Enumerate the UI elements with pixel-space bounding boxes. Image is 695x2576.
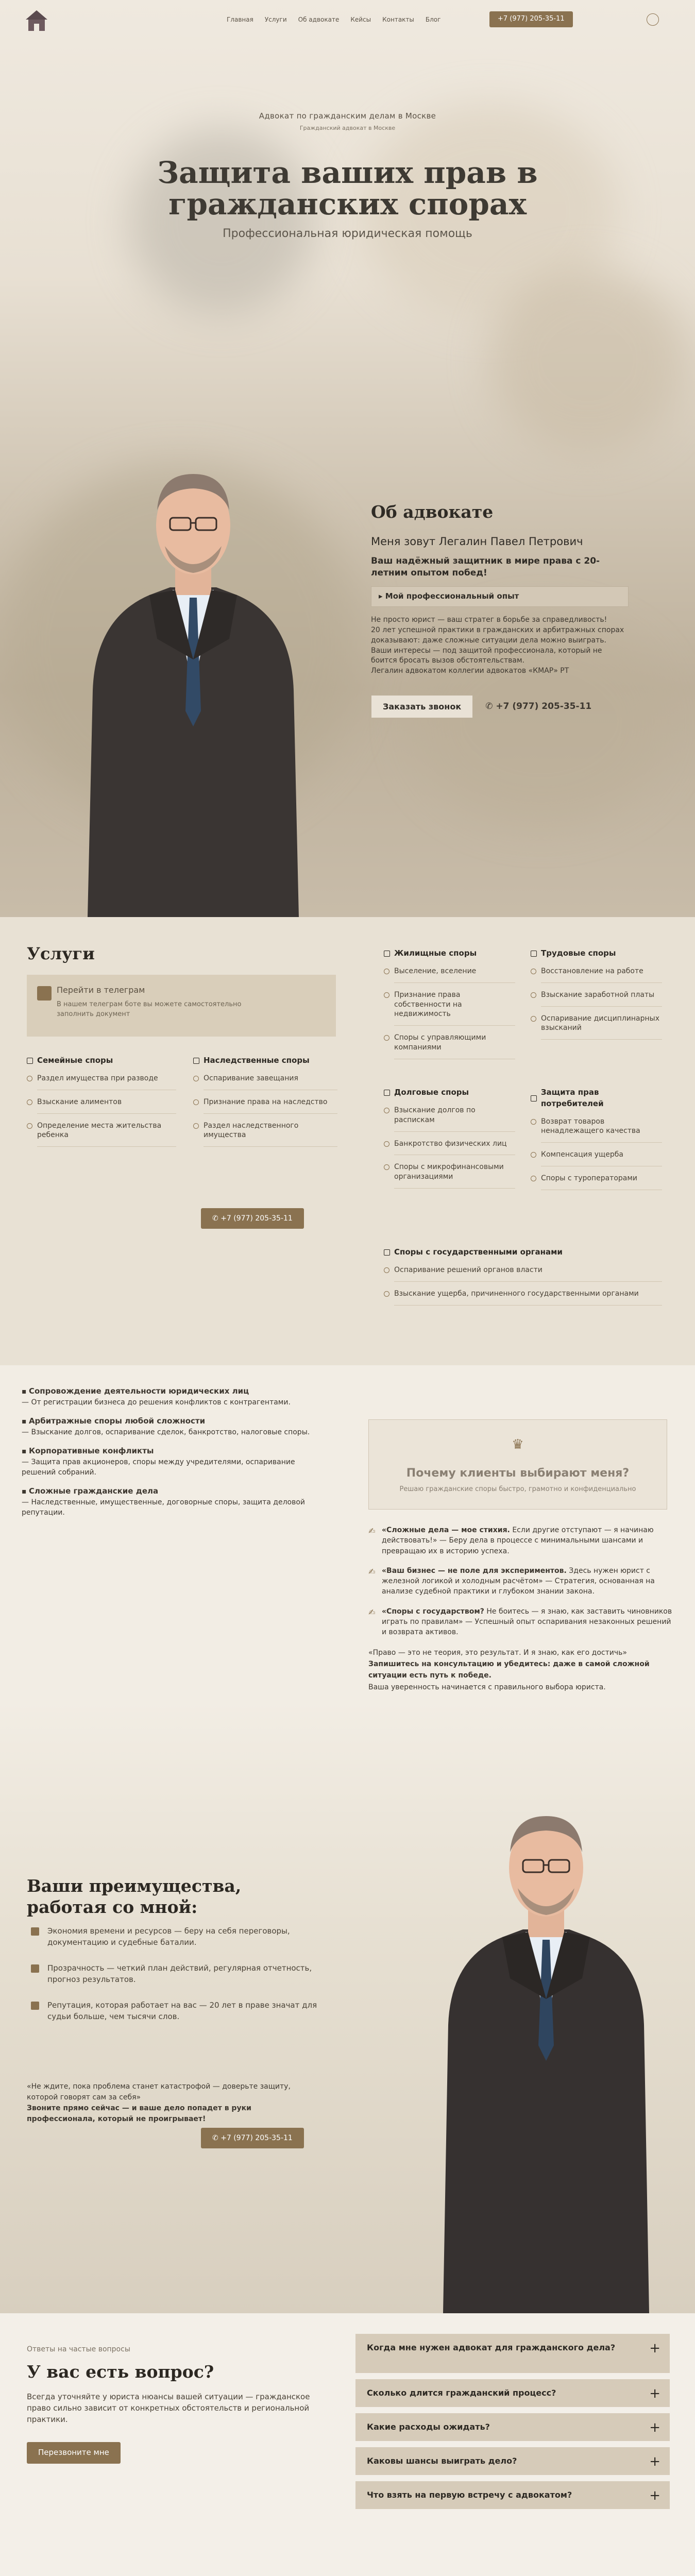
faq-question-text: Какие расходы ожидать? (367, 2422, 490, 2432)
plus-icon: + (649, 2420, 660, 2435)
service-item: Споры с микрофинансовыми организациями (384, 1162, 515, 1189)
reason-item (368, 1566, 672, 1597)
faq-question-text: Сколько длится гражданский процесс? (367, 2388, 556, 2398)
service-item: Оспаривание завещания (193, 1074, 337, 1090)
practice-item-text: — Защита прав акционеров, споры между учредителями, оспаривание решений собраний. (22, 1458, 295, 1477)
telegram-doc-icon (37, 986, 52, 1001)
closing-line: Ваша уверенность начинается с правильного выбора юриста. (368, 1683, 606, 1691)
lawyer-portrait-standing (433, 1767, 659, 2313)
checkbox-icon (193, 1058, 199, 1064)
experience-toggle[interactable]: ▸ Мой профессиональный опыт (371, 586, 629, 607)
service-item: Споры с туроператорами (531, 1174, 662, 1190)
service-item: Оспаривание дисциплинарных взысканий (531, 1014, 662, 1040)
advantages-phone-button[interactable]: ✆ +7 (977) 205-35-11 (201, 2128, 304, 2148)
reason-title: «Сложные дела — мое стихия. (382, 1526, 510, 1534)
service-item: Раздел имущества при разводе (27, 1074, 176, 1090)
advantages-quote (27, 2081, 305, 2125)
service-col-title: Защита прав потребителей (540, 1088, 604, 1108)
telegram-icon[interactable] (647, 13, 659, 26)
crown-icon: ♛ (512, 1437, 524, 1452)
service-col-title: Трудовые споры (541, 948, 616, 958)
nav-item-services[interactable]: Услуги (264, 16, 287, 23)
service-col-consumer (531, 1087, 662, 1197)
advantage-item: Прозрачность — четкий план действий, регулярная отчетность, прогноз результатов. (31, 1963, 319, 1986)
reason-text: Если другие отступают — я начинаю действовать!» — Беру дела в процессе с минимальными шансами и превращаю их в историю успеха. (382, 1526, 654, 1555)
practice-item-text: — Наследственные, имущественные, договорные споры, защита деловой репутации. (22, 1498, 306, 1517)
hero-kicker-secondary: Гражданский адвокат в Москве (299, 124, 396, 131)
services-section (0, 917, 695, 1365)
about-lead: Ваш надёжный защитник в мире права с 20-летним опытом побед! (371, 556, 600, 579)
reason-title: «Споры с государством? (382, 1607, 484, 1616)
nav-item-cases[interactable]: Кейсы (350, 16, 371, 23)
nav-item-about[interactable]: Об адвокате (298, 16, 340, 23)
advantage-item: Репутация, которая работает на вас — 20 лет в праве значат для судьи больше, чем тысячи слов. (31, 2000, 319, 2023)
telegram-card[interactable] (27, 975, 336, 1037)
practice-item: ▪ Сложные гражданские дела — Наследственные, имущественные, договорные споры, защита деловой репутации. (22, 1486, 306, 1517)
practice-item-title: Сложные гражданские дела (28, 1486, 159, 1496)
plus-icon: + (649, 2386, 660, 2401)
about-phone[interactable]: ✆ +7 (977) 205-35-11 (485, 701, 592, 712)
services-phone-label: +7 (977) 205-35-11 (221, 1214, 293, 1223)
service-item: Оспаривание решений органов власти (384, 1265, 662, 1282)
practice-item-title: Корпоративные конфликты (28, 1446, 154, 1456)
practice-item-text: — От регистрации бизнеса до решения конфликтов с контрагентами. (22, 1398, 291, 1406)
lawyer-portrait (72, 422, 314, 917)
service-item: Компенсация ущерба (531, 1150, 662, 1166)
service-item: Восстановление на работе (531, 967, 662, 983)
order-call-button[interactable]: Заказать звонок (371, 695, 473, 718)
service-item: Выселение, вселение (384, 967, 515, 983)
service-item: Взыскание алиментов (27, 1097, 176, 1114)
about-title: Об адвокате (371, 502, 494, 522)
reason-item (368, 1525, 672, 1556)
checkbox-icon (531, 951, 537, 957)
service-col-family (27, 1055, 176, 1154)
experience-label: Мой профессиональный опыт (385, 591, 519, 601)
nav-item-blog[interactable]: Блог (425, 16, 441, 23)
closing-cta: Запишитесь на консультацию и убедитесь: даже в самой сложной ситуации есть путь к победе. (368, 1660, 650, 1680)
practice-item-text: — Взыскание долгов, оспаривание сделок, банкротство, налоговые споры. (22, 1428, 310, 1436)
faq-question-2[interactable] (355, 2379, 670, 2407)
advantages-quote-cta: Звоните прямо сейчас — и ваше дело попадет в руки профессионала, который не проигрывает! (27, 2104, 251, 2123)
closing-quote: «Право — это не теория, это результат. И я знаю, как его достичь» (368, 1648, 627, 1657)
service-col-labor (531, 948, 662, 1047)
hero-kicker: Адвокат по гражданским делам в Москве (259, 111, 436, 121)
plus-icon: + (649, 2488, 660, 2503)
nav-menu (227, 15, 440, 24)
practice-item-title: Сопровождение деятельности юридических лиц (28, 1386, 249, 1396)
checkbox-icon (531, 1095, 537, 1101)
service-col-government (384, 1247, 662, 1313)
why-choose-title: Почему клиенты выбирают меня? (406, 1466, 630, 1480)
faq-title: У вас есть вопрос? (27, 2362, 214, 2382)
hero-section (0, 0, 695, 917)
why-choose-card (368, 1419, 667, 1510)
service-item: Банкротство физических лиц (384, 1139, 515, 1156)
reason-title: «Ваш бизнес — не поле для экспериментов. (382, 1566, 567, 1575)
service-col-inheritance (193, 1055, 337, 1154)
checkbox-icon (384, 1249, 390, 1256)
services-title: Услуги (27, 944, 95, 963)
about-section (371, 500, 629, 718)
service-col-title: Жилищные споры (394, 948, 477, 958)
service-item: Раздел наследственного имущества (193, 1121, 337, 1147)
faq-question-5[interactable] (355, 2481, 670, 2509)
service-col-title: Долговые споры (394, 1088, 469, 1097)
faq-question-1[interactable] (355, 2334, 670, 2373)
practice-list (22, 1386, 331, 1527)
reason-item (368, 1606, 672, 1638)
service-col-title: Наследственные споры (204, 1056, 310, 1065)
callback-button[interactable]: Перезвоните мне (27, 2442, 121, 2464)
service-item: Взыскание ущерба, причиненного государственными органами (384, 1289, 662, 1306)
reason-text: Здесь нужен юрист с железной логикой и холодным расчётом» — Стратегия, основанная на анализе судебной практики и глубоком знании закона. (382, 1566, 655, 1596)
service-item: Возврат товаров ненадлежащего качества (531, 1117, 662, 1143)
services-phone-button[interactable]: ✆ +7 (977) 205-35-11 (201, 1208, 304, 1229)
info-section (0, 1365, 695, 1700)
faq-question-text: Когда мне нужен адвокат для гражданского дела? (367, 2343, 616, 2352)
advantage-item: Экономия времени и ресурсов — беру на себя переговоры, документацию и судебные баталии. (31, 1926, 319, 1948)
service-col-title: Споры с государственными органами (394, 1247, 563, 1257)
practice-item: ▪ Корпоративные конфликты — Защита прав акционеров, споры между учредителями, оспаривание решений собраний. (22, 1446, 295, 1477)
logo-house-icon[interactable] (24, 8, 49, 34)
faq-description: Всегда уточняйте у юриста нюансы вашей ситуации — гражданское право сильно зависит от конкретных обстоятельств и региональной практики. (27, 2392, 310, 2424)
faq-question-text: Каковы шансы выиграть дело? (367, 2456, 517, 2466)
service-item: Признание права на наследство (193, 1097, 337, 1114)
faq-section (0, 2313, 695, 2576)
faq-question-text: Что взять на первую встречу с адвокатом? (367, 2490, 572, 2500)
hero-title-line1: Защита ваших прав в (157, 155, 538, 190)
plus-icon: + (649, 2454, 660, 2469)
about-name: Меня зовут Легалин Павел Петрович (371, 535, 583, 548)
service-item: Признание права собственности на недвижимость (384, 990, 515, 1026)
reasons-list (368, 1525, 672, 1693)
advantages-section (0, 1700, 695, 2313)
telegram-card-title: Перейти в телеграм (57, 985, 145, 995)
service-item: Взыскание долгов по распискам (384, 1106, 515, 1132)
advantages-title: Ваши преимущества, работая со мной: (27, 1876, 242, 1918)
nav-phone-button[interactable]: +7 (977) 205-35-11 (489, 11, 573, 27)
practice-item: ▪ Сопровождение деятельности юридических лиц — От регистрации бизнеса до решения конфликтов с контрагентами. (22, 1386, 291, 1406)
why-choose-text: Решаю гражданские споры быстро, грамотно и конфиденциально (399, 1485, 636, 1493)
service-col-title: Семейные споры (37, 1056, 113, 1065)
service-col-debt (384, 1087, 515, 1196)
advantages-phone-label: +7 (977) 205-35-11 (221, 2134, 293, 2142)
service-item: Взыскание заработной платы (531, 990, 662, 1007)
service-item: Споры с управляющими компаниями (384, 1033, 515, 1059)
telegram-card-text: В нашем телеграм боте вы можете самостоятельно заполнить документ (57, 1001, 242, 1019)
nav-item-contacts[interactable]: Контакты (382, 16, 414, 23)
hero-title-line2: гражданских спорах (168, 186, 527, 222)
practice-item: ▪ Арбитражные споры любой сложности — Взыскание долгов, оспаривание сделок, банкротство, налоговые споры. (22, 1416, 310, 1436)
service-item: Определение места жительства ребенка (27, 1121, 176, 1147)
service-col-housing (384, 948, 515, 1066)
about-cta (371, 695, 629, 718)
hero-subtitle: Профессиональная юридическая помощь (223, 227, 472, 241)
about-phone-number: +7 (977) 205-35-11 (496, 701, 592, 712)
faq-kicker: Ответы на частые вопросы (27, 2345, 130, 2353)
plus-icon: + (649, 2341, 660, 2356)
reason-text: Не боитесь — я знаю, как заставить чиновников играть по правилам» — Успешный опыт оспаривания незаконных решений и возврата активов. (382, 1607, 672, 1637)
hero-title (0, 157, 695, 220)
faq-question-4[interactable] (355, 2447, 670, 2475)
info-closing (368, 1647, 672, 1693)
faq-question-3[interactable] (355, 2413, 670, 2441)
hero-heading (0, 111, 695, 242)
checkbox-icon (27, 1058, 33, 1064)
nav-item-home[interactable]: Главная (227, 16, 253, 23)
advantages-quote-text: «Не ждите, пока проблема станет катастрофой — доверьте защиту, которой говорят сам за себя» (27, 2082, 291, 2102)
checkbox-icon (384, 1090, 390, 1096)
checkbox-icon (384, 951, 390, 957)
about-text: Не просто юрист — ваш стратег в борьбе за справедливость! 20 лет успешной практики в гражданских и арбитражных спорах доказывают: даже сложные ситуации дела можно выиграть. Ваши интересы — под защитой профессионала, который не боится бросать вызов обстоятельствам. Легалин адвокатом коллегии адвокатов «КМАР» РТ (371, 615, 624, 675)
top-navigation (0, 11, 695, 30)
practice-item-title: Арбитражные споры любой сложности (28, 1416, 206, 1426)
